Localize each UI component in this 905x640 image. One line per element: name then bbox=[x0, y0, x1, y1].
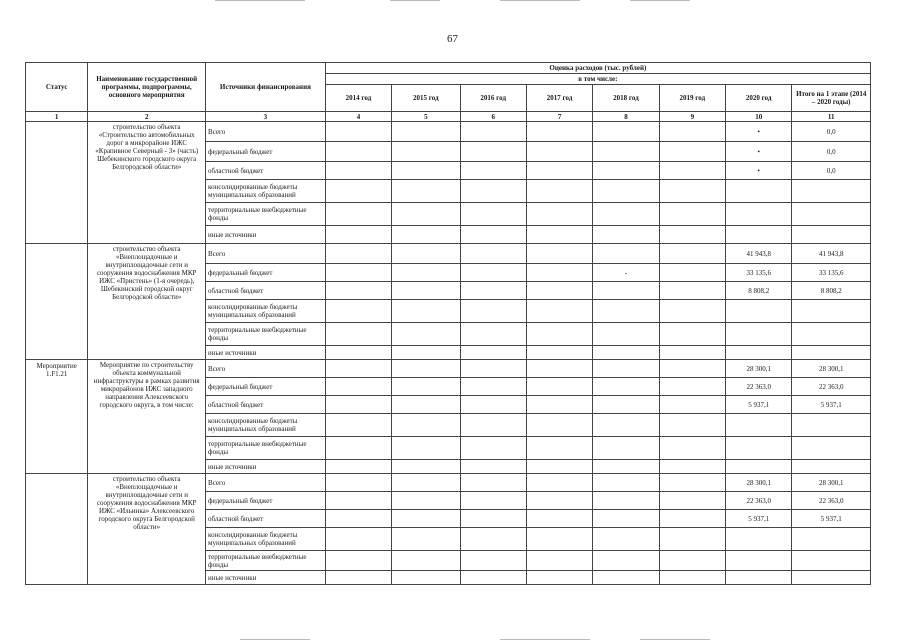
year-value-cell bbox=[726, 414, 792, 437]
year-value-cell bbox=[325, 571, 391, 585]
year-value-cell bbox=[726, 346, 792, 360]
year-value-cell bbox=[593, 460, 659, 474]
year-value-cell bbox=[392, 510, 460, 528]
column-number: 6 bbox=[460, 112, 526, 122]
scan-edge-line bbox=[215, 0, 305, 1]
column-number: 2 bbox=[88, 112, 206, 122]
total-value-cell: 8 808,2 bbox=[792, 282, 871, 300]
header-total: Итого на 1 этапе (2014 – 2020 годы) bbox=[792, 85, 871, 112]
year-value-cell bbox=[325, 378, 391, 396]
year-value-cell bbox=[593, 414, 659, 437]
year-value-cell bbox=[526, 437, 592, 460]
budget-table bbox=[25, 62, 871, 585]
year-value-cell bbox=[392, 378, 460, 396]
year-value-cell: 41 943,8 bbox=[726, 244, 792, 264]
year-value-cell bbox=[526, 551, 592, 571]
total-value-cell bbox=[792, 226, 871, 244]
year-value-cell bbox=[460, 460, 526, 474]
status-cell bbox=[26, 244, 88, 360]
year-value-cell bbox=[526, 122, 592, 142]
year-value-cell bbox=[392, 360, 460, 378]
year-value-cell bbox=[460, 571, 526, 585]
year-value-cell bbox=[392, 460, 460, 474]
year-value-cell bbox=[325, 460, 391, 474]
year-value-cell bbox=[726, 460, 792, 474]
total-value-cell: 5 937,1 bbox=[792, 396, 871, 414]
year-value-cell bbox=[659, 244, 725, 264]
table-row bbox=[26, 122, 871, 142]
year-value-cell bbox=[460, 122, 526, 142]
year-value-cell bbox=[526, 142, 592, 162]
year-value-cell bbox=[593, 510, 659, 528]
year-value-cell bbox=[460, 180, 526, 203]
year-value-cell bbox=[460, 282, 526, 300]
year-value-cell bbox=[392, 244, 460, 264]
year-value-cell bbox=[526, 510, 592, 528]
status-cell bbox=[26, 122, 88, 244]
year-value-cell bbox=[460, 360, 526, 378]
year-value-cell bbox=[325, 323, 391, 346]
year-value-cell bbox=[392, 414, 460, 437]
header-sources: Источники финансирования bbox=[206, 63, 326, 112]
year-value-cell bbox=[392, 571, 460, 585]
year-value-cell: - bbox=[593, 264, 659, 282]
year-value-cell bbox=[325, 226, 391, 244]
year-value-cell bbox=[392, 528, 460, 551]
column-number: 3 bbox=[206, 112, 326, 122]
year-value-cell bbox=[392, 203, 460, 226]
year-value-cell bbox=[593, 571, 659, 585]
year-value-cell bbox=[325, 300, 391, 323]
funding-source-cell: областной бюджет bbox=[206, 282, 326, 300]
year-value-cell bbox=[593, 396, 659, 414]
year-value-cell bbox=[659, 264, 725, 282]
scan-edge-line bbox=[630, 0, 690, 1]
total-value-cell: 22 363,0 bbox=[792, 492, 871, 510]
activity-name-cell: строительство объекта «Строительство автомобильных дорог в микрорайоне ИЖС «Крапивное Северный - 3» (часть) Шебекинского городского округа Белгородской области» bbox=[88, 122, 206, 244]
year-value-cell bbox=[460, 492, 526, 510]
year-value-cell bbox=[526, 571, 592, 585]
total-value-cell: 0,0 bbox=[792, 162, 871, 180]
header-year: 2017 год bbox=[526, 85, 592, 112]
year-value-cell bbox=[325, 244, 391, 264]
column-number-row bbox=[26, 112, 871, 122]
total-value-cell bbox=[792, 323, 871, 346]
year-value-cell bbox=[325, 437, 391, 460]
year-value-cell bbox=[659, 180, 725, 203]
year-value-cell bbox=[726, 300, 792, 323]
total-value-cell: 28 300,1 bbox=[792, 474, 871, 492]
year-value-cell bbox=[593, 122, 659, 142]
total-value-cell: 5 937,1 bbox=[792, 510, 871, 528]
year-value-cell bbox=[526, 226, 592, 244]
year-value-cell bbox=[659, 437, 725, 460]
year-value-cell bbox=[593, 323, 659, 346]
year-value-cell bbox=[659, 162, 725, 180]
column-number: 8 bbox=[593, 112, 659, 122]
header-year: 2018 год bbox=[593, 85, 659, 112]
funding-source-cell: консолидированные бюджеты муниципальных образований bbox=[206, 414, 326, 437]
year-value-cell bbox=[593, 226, 659, 244]
year-value-cell bbox=[593, 180, 659, 203]
year-value-cell bbox=[392, 323, 460, 346]
year-value-cell bbox=[325, 346, 391, 360]
year-value-cell: 5 937,1 bbox=[726, 510, 792, 528]
year-value-cell bbox=[526, 244, 592, 264]
funding-source-cell: иные источники bbox=[206, 571, 326, 585]
year-value-cell bbox=[460, 142, 526, 162]
year-value-cell bbox=[593, 282, 659, 300]
year-value-cell bbox=[659, 226, 725, 244]
funding-source-cell: федеральный бюджет bbox=[206, 264, 326, 282]
year-value-cell bbox=[392, 492, 460, 510]
year-value-cell bbox=[392, 264, 460, 282]
year-value-cell bbox=[526, 492, 592, 510]
year-value-cell bbox=[526, 474, 592, 492]
year-value-cell bbox=[325, 282, 391, 300]
column-number: 11 bbox=[792, 112, 871, 122]
year-value-cell bbox=[659, 528, 725, 551]
total-value-cell bbox=[792, 571, 871, 585]
year-value-cell bbox=[526, 323, 592, 346]
year-value-cell bbox=[526, 282, 592, 300]
column-number: 4 bbox=[325, 112, 391, 122]
funding-source-cell: территориальные внебюджетные фонды bbox=[206, 323, 326, 346]
scan-edge-line bbox=[390, 0, 440, 1]
year-value-cell bbox=[460, 414, 526, 437]
table-row bbox=[26, 244, 871, 264]
year-value-cell: 5 937,1 bbox=[726, 396, 792, 414]
funding-source-cell: областной бюджет bbox=[206, 396, 326, 414]
year-value-cell bbox=[325, 264, 391, 282]
year-value-cell bbox=[526, 528, 592, 551]
year-value-cell bbox=[593, 346, 659, 360]
year-value-cell: 33 135,6 bbox=[726, 264, 792, 282]
total-value-cell: 33 135,6 bbox=[792, 264, 871, 282]
year-value-cell bbox=[526, 414, 592, 437]
total-value-cell: 0,0 bbox=[792, 142, 871, 162]
year-value-cell bbox=[392, 282, 460, 300]
year-value-cell bbox=[392, 162, 460, 180]
total-value-cell bbox=[792, 346, 871, 360]
funding-source-cell: консолидированные бюджеты муниципальных образований bbox=[206, 528, 326, 551]
year-value-cell bbox=[325, 162, 391, 180]
year-value-cell bbox=[460, 323, 526, 346]
year-value-cell bbox=[659, 414, 725, 437]
funding-source-cell: иные источники bbox=[206, 460, 326, 474]
table-body bbox=[26, 122, 871, 585]
year-value-cell bbox=[593, 244, 659, 264]
year-value-cell: • bbox=[726, 162, 792, 180]
year-value-cell bbox=[392, 474, 460, 492]
column-number: 7 bbox=[526, 112, 592, 122]
funding-source-cell: областной бюджет bbox=[206, 162, 326, 180]
total-value-cell bbox=[792, 437, 871, 460]
year-value-cell bbox=[526, 346, 592, 360]
header-year: 2020 год bbox=[726, 85, 792, 112]
year-value-cell bbox=[460, 474, 526, 492]
table-row bbox=[26, 360, 871, 378]
scan-edge-line bbox=[500, 0, 580, 1]
year-value-cell bbox=[726, 203, 792, 226]
activity-name-cell: строительство объекта «Внеплощадочные и внутриплощадочные сети и сооружения водоснабжения МКР ИЖС «Ильинка» Алексеевского городского округа Белгородской области» bbox=[88, 474, 206, 585]
table-header bbox=[26, 63, 871, 122]
year-value-cell bbox=[325, 180, 391, 203]
year-value-cell bbox=[460, 162, 526, 180]
year-value-cell bbox=[526, 378, 592, 396]
total-value-cell: 28 300,1 bbox=[792, 360, 871, 378]
year-value-cell bbox=[392, 437, 460, 460]
year-value-cell bbox=[460, 300, 526, 323]
year-value-cell: 28 300,1 bbox=[726, 360, 792, 378]
funding-source-cell: консолидированные бюджеты муниципальных образований bbox=[206, 300, 326, 323]
year-value-cell bbox=[325, 474, 391, 492]
header-estimate: Оценка расходов (тыс. рублей) bbox=[325, 63, 870, 74]
year-value-cell bbox=[392, 122, 460, 142]
funding-source-cell: территориальные внебюджетные фонды bbox=[206, 203, 326, 226]
year-value-cell bbox=[460, 264, 526, 282]
year-value-cell bbox=[325, 203, 391, 226]
year-value-cell bbox=[526, 396, 592, 414]
column-number: 5 bbox=[392, 112, 460, 122]
year-value-cell bbox=[392, 396, 460, 414]
total-value-cell bbox=[792, 180, 871, 203]
header-year: 2016 год bbox=[460, 85, 526, 112]
year-value-cell bbox=[659, 203, 725, 226]
year-value-cell bbox=[593, 360, 659, 378]
table-row bbox=[26, 474, 871, 492]
year-value-cell bbox=[526, 300, 592, 323]
year-value-cell bbox=[325, 528, 391, 551]
year-value-cell bbox=[659, 346, 725, 360]
total-value-cell: 41 943,8 bbox=[792, 244, 871, 264]
funding-source-cell: федеральный бюджет bbox=[206, 142, 326, 162]
year-value-cell bbox=[325, 360, 391, 378]
year-value-cell bbox=[460, 378, 526, 396]
year-value-cell bbox=[659, 300, 725, 323]
year-value-cell bbox=[325, 551, 391, 571]
total-value-cell bbox=[792, 528, 871, 551]
year-value-cell bbox=[726, 571, 792, 585]
year-value-cell bbox=[659, 378, 725, 396]
year-value-cell bbox=[460, 203, 526, 226]
year-value-cell bbox=[659, 142, 725, 162]
page-number: 67 bbox=[447, 33, 458, 45]
year-value-cell bbox=[460, 528, 526, 551]
total-value-cell bbox=[792, 460, 871, 474]
year-value-cell bbox=[659, 396, 725, 414]
total-value-cell bbox=[792, 414, 871, 437]
year-value-cell bbox=[392, 346, 460, 360]
header-status: Статус bbox=[26, 63, 88, 112]
year-value-cell bbox=[325, 122, 391, 142]
year-value-cell bbox=[659, 492, 725, 510]
year-value-cell bbox=[593, 492, 659, 510]
year-value-cell bbox=[460, 551, 526, 571]
year-value-cell bbox=[392, 300, 460, 323]
year-value-cell bbox=[460, 396, 526, 414]
year-value-cell bbox=[593, 551, 659, 571]
funding-source-cell: федеральный бюджет bbox=[206, 378, 326, 396]
funding-source-cell: территориальные внебюджетные фонды bbox=[206, 551, 326, 571]
year-value-cell bbox=[593, 300, 659, 323]
year-value-cell bbox=[593, 474, 659, 492]
year-value-cell bbox=[392, 226, 460, 244]
year-value-cell: • bbox=[726, 122, 792, 142]
total-value-cell bbox=[792, 300, 871, 323]
funding-source-cell: Всего bbox=[206, 474, 326, 492]
funding-source-cell: Всего bbox=[206, 360, 326, 378]
year-value-cell bbox=[659, 571, 725, 585]
year-value-cell: 22 363,0 bbox=[726, 492, 792, 510]
year-value-cell: 8 808,2 bbox=[726, 282, 792, 300]
year-value-cell bbox=[593, 162, 659, 180]
column-number: 1 bbox=[26, 112, 88, 122]
year-value-cell bbox=[460, 244, 526, 264]
year-value-cell bbox=[526, 360, 592, 378]
year-value-cell: 28 300,1 bbox=[726, 474, 792, 492]
total-value-cell bbox=[792, 203, 871, 226]
year-value-cell bbox=[726, 323, 792, 346]
year-value-cell bbox=[593, 203, 659, 226]
year-value-cell bbox=[659, 360, 725, 378]
year-value-cell bbox=[726, 437, 792, 460]
total-value-cell: 22 363,0 bbox=[792, 378, 871, 396]
column-number: 10 bbox=[726, 112, 792, 122]
year-value-cell bbox=[325, 396, 391, 414]
year-value-cell bbox=[526, 203, 592, 226]
header-year: 2019 год bbox=[659, 85, 725, 112]
year-value-cell bbox=[593, 528, 659, 551]
year-value-cell bbox=[460, 437, 526, 460]
year-value-cell bbox=[659, 323, 725, 346]
year-value-cell bbox=[593, 437, 659, 460]
year-value-cell bbox=[325, 492, 391, 510]
activity-name-cell: Мероприятие по строительству объекта коммунальной инфраструктуры в рамках развития микрорайонов ИЖС западного направления Алексеевского городского округа, в том числе: bbox=[88, 360, 206, 474]
funding-source-cell: Всего bbox=[206, 244, 326, 264]
year-value-cell bbox=[526, 180, 592, 203]
year-value-cell: • bbox=[726, 142, 792, 162]
year-value-cell bbox=[392, 180, 460, 203]
year-value-cell bbox=[726, 226, 792, 244]
status-cell: Мероприятие 1.F1.21 bbox=[26, 360, 88, 474]
year-value-cell bbox=[460, 226, 526, 244]
column-number: 9 bbox=[659, 112, 725, 122]
funding-source-cell: иные источники bbox=[206, 346, 326, 360]
funding-source-cell: консолидированные бюджеты муниципальных образований bbox=[206, 180, 326, 203]
year-value-cell bbox=[726, 180, 792, 203]
year-value-cell bbox=[659, 510, 725, 528]
year-value-cell bbox=[659, 551, 725, 571]
year-value-cell bbox=[593, 142, 659, 162]
year-value-cell bbox=[726, 551, 792, 571]
header-including: в том числе: bbox=[325, 74, 870, 85]
year-value-cell bbox=[659, 474, 725, 492]
year-value-cell bbox=[392, 142, 460, 162]
funding-source-cell: территориальные внебюджетные фонды bbox=[206, 437, 326, 460]
year-value-cell bbox=[325, 142, 391, 162]
header-name: Наименование государственной программы, подпрограммы, основного мероприятия bbox=[88, 63, 206, 112]
year-value-cell bbox=[659, 282, 725, 300]
year-value-cell bbox=[460, 510, 526, 528]
header-year: 2014 год bbox=[325, 85, 391, 112]
year-value-cell bbox=[392, 551, 460, 571]
year-value-cell bbox=[325, 414, 391, 437]
funding-source-cell: иные источники bbox=[206, 226, 326, 244]
year-value-cell bbox=[526, 162, 592, 180]
year-value-cell: 22 363,0 bbox=[726, 378, 792, 396]
funding-source-cell: Всего bbox=[206, 122, 326, 142]
year-value-cell bbox=[659, 460, 725, 474]
total-value-cell: 0,0 bbox=[792, 122, 871, 142]
total-value-cell bbox=[792, 551, 871, 571]
year-value-cell bbox=[325, 510, 391, 528]
year-value-cell bbox=[460, 346, 526, 360]
year-value-cell bbox=[526, 460, 592, 474]
header-year: 2015 год bbox=[392, 85, 460, 112]
year-value-cell bbox=[526, 264, 592, 282]
year-value-cell bbox=[659, 122, 725, 142]
activity-name-cell: строительство объекта «Внеплощадочные и внутриплощадочные сети и сооружения водоснабжения МКР ИЖС «Пристень» (1-я очередь), Шебекинский городской округ Белгородской области» bbox=[88, 244, 206, 360]
funding-source-cell: областной бюджет bbox=[206, 510, 326, 528]
year-value-cell bbox=[593, 378, 659, 396]
status-cell bbox=[26, 474, 88, 585]
funding-source-cell: федеральный бюджет bbox=[206, 492, 326, 510]
year-value-cell bbox=[726, 528, 792, 551]
